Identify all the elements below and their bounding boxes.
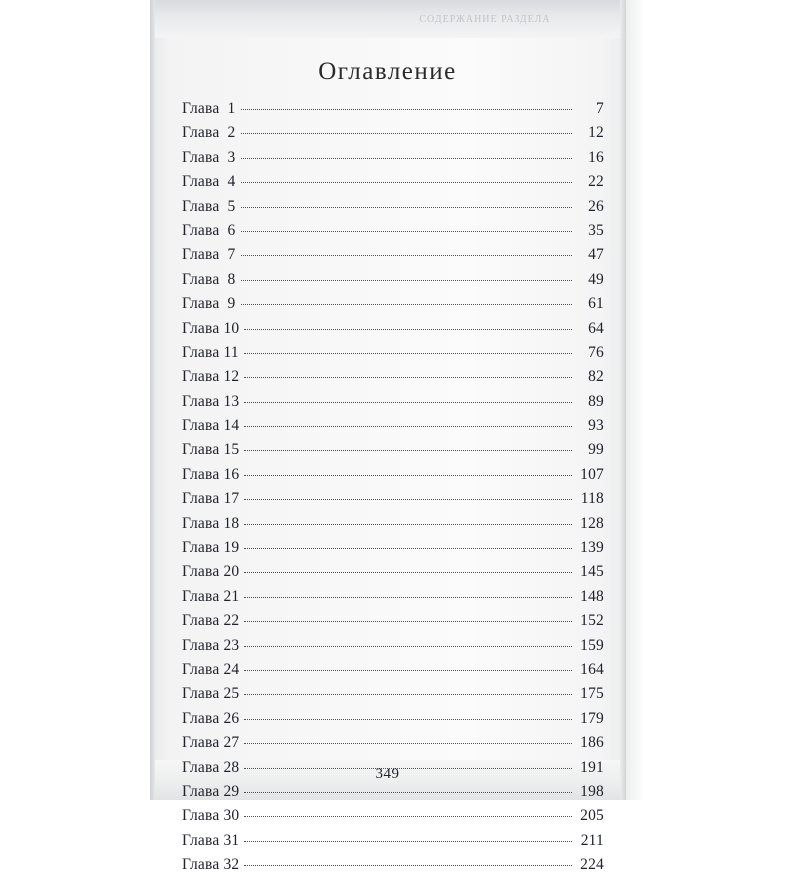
toc-dot-leader xyxy=(244,377,572,378)
toc-entry-label: Глава 32 xyxy=(182,856,240,874)
toc-dot-leader xyxy=(241,255,572,256)
toc-entry-label: Глава 16 xyxy=(182,465,240,483)
toc-entry-page-number: 159 xyxy=(580,636,604,654)
toc-dot-leader xyxy=(244,694,572,695)
toc-entry-page-number: 64 xyxy=(588,319,604,337)
toc-entry-label: Глава 6 xyxy=(182,221,236,239)
toc-dot-leader xyxy=(241,280,572,281)
page-content xyxy=(155,0,620,874)
toc-entry[interactable] xyxy=(182,149,604,173)
toc-entry-page-number: 118 xyxy=(580,490,604,508)
toc-entry[interactable] xyxy=(182,563,604,587)
toc-entry-page-number: 99 xyxy=(588,441,604,459)
toc-entry-label: Глава 4 xyxy=(182,173,236,191)
toc-dot-leader xyxy=(241,182,572,183)
toc-entry-label: Глава 18 xyxy=(182,514,240,532)
toc-entry[interactable] xyxy=(182,393,604,417)
toc-dot-leader xyxy=(244,865,572,866)
toc-entry-label: Глава 12 xyxy=(182,368,240,386)
toc-entry-page-number: 93 xyxy=(588,417,604,435)
toc-entry-page-number: 107 xyxy=(580,465,604,483)
toc-dot-leader xyxy=(244,450,572,451)
page-number-folio: 349 xyxy=(375,766,400,782)
toc-entry-label: Глава 13 xyxy=(182,392,240,410)
toc-entry-page-number: 224 xyxy=(580,856,604,874)
toc-entry-page-number: 47 xyxy=(588,246,604,264)
toc-dot-leader xyxy=(244,426,572,427)
toc-entry-label: Глава 25 xyxy=(182,685,240,703)
toc-entry[interactable] xyxy=(182,417,604,441)
toc-entry[interactable] xyxy=(182,222,604,246)
table-of-contents xyxy=(182,100,604,881)
toc-entry-label: Глава 7 xyxy=(182,246,236,264)
bleed-through-header: СОДЕРЖАНИЕ РАЗДЕЛА xyxy=(419,14,551,25)
toc-entry-page-number: 22 xyxy=(588,173,604,191)
toc-entry-label: Глава 10 xyxy=(182,319,240,337)
toc-entry-label: Глава 21 xyxy=(182,587,240,605)
toc-entry-page-number: 198 xyxy=(580,782,604,800)
toc-entry-page-number: 128 xyxy=(580,514,604,532)
toc-entry[interactable] xyxy=(182,100,604,124)
toc-entry-page-number: 211 xyxy=(580,831,604,849)
toc-entry[interactable] xyxy=(182,368,604,392)
toc-entry-page-number: 205 xyxy=(580,807,604,825)
toc-entry-page-number: 191 xyxy=(580,758,604,776)
toc-entry-label: Глава 2 xyxy=(182,124,236,142)
toc-entry-label: Глава 9 xyxy=(182,295,236,313)
toc-dot-leader xyxy=(244,743,572,744)
page-right-edge xyxy=(620,0,626,800)
toc-dot-leader xyxy=(244,548,572,549)
toc-entry-label: Глава 23 xyxy=(182,636,240,654)
toc-entry[interactable] xyxy=(182,588,604,612)
toc-dot-leader xyxy=(241,109,572,110)
toc-entry[interactable] xyxy=(182,246,604,270)
toc-entry[interactable] xyxy=(182,783,604,807)
toc-entry[interactable] xyxy=(182,539,604,563)
toc-dot-leader xyxy=(244,524,572,525)
toc-entry[interactable] xyxy=(182,832,604,856)
toc-entry-label: Глава 3 xyxy=(182,148,236,166)
toc-entry[interactable] xyxy=(182,466,604,490)
toc-entry[interactable] xyxy=(182,637,604,661)
toc-entry-page-number: 186 xyxy=(580,734,604,752)
toc-entry-label: Глава 22 xyxy=(182,612,240,630)
toc-entry[interactable] xyxy=(182,807,604,831)
toc-entry[interactable] xyxy=(182,661,604,685)
toc-entry[interactable] xyxy=(182,515,604,539)
toc-entry-label: Глава 31 xyxy=(182,831,240,849)
toc-entry-page-number: 89 xyxy=(588,392,604,410)
toc-entry-label: Глава 26 xyxy=(182,709,240,727)
toc-entry[interactable] xyxy=(182,856,604,880)
toc-dot-leader xyxy=(241,231,572,232)
toc-entry-page-number: 76 xyxy=(588,343,604,361)
toc-entry-page-number: 26 xyxy=(588,197,604,215)
toc-entry-page-number: 139 xyxy=(580,539,604,557)
toc-entry-label: Глава 5 xyxy=(182,197,236,215)
toc-entry-page-number: 145 xyxy=(580,563,604,581)
page-title: Оглавление xyxy=(318,58,457,85)
toc-entry-page-number: 179 xyxy=(580,709,604,727)
toc-entry[interactable] xyxy=(182,612,604,636)
toc-dot-leader xyxy=(244,475,572,476)
toc-entry-label: Глава 17 xyxy=(182,490,240,508)
toc-dot-leader xyxy=(241,207,572,208)
toc-dot-leader xyxy=(244,841,572,842)
toc-entry-page-number: 16 xyxy=(588,148,604,166)
toc-entry-label: Глава 20 xyxy=(182,563,240,581)
toc-entry-page-number: 152 xyxy=(580,612,604,630)
toc-entry[interactable] xyxy=(182,271,604,295)
toc-dot-leader xyxy=(244,597,572,598)
toc-entry[interactable] xyxy=(182,198,604,222)
toc-dot-leader xyxy=(244,499,572,500)
toc-dot-leader xyxy=(244,792,572,793)
toc-dot-leader xyxy=(244,329,572,330)
toc-entry-label: Глава 27 xyxy=(182,734,240,752)
toc-entry[interactable] xyxy=(182,344,604,368)
toc-entry[interactable] xyxy=(182,490,604,514)
toc-entry-page-number: 61 xyxy=(588,295,604,313)
toc-entry-label: Глава 15 xyxy=(182,441,240,459)
toc-entry-label: Глава 1 xyxy=(182,100,236,117)
toc-entry-page-number: 7 xyxy=(596,100,604,117)
toc-entry-label: Глава 24 xyxy=(182,660,240,678)
toc-entry-label: Глава 11 xyxy=(182,343,239,361)
toc-dot-leader xyxy=(244,572,572,573)
toc-entry-label: Глава 14 xyxy=(182,417,240,435)
toc-entry-label: Глава 28 xyxy=(182,758,240,776)
toc-entry-label: Глава 8 xyxy=(182,270,236,288)
toc-entry-label: Глава 30 xyxy=(182,807,240,825)
toc-entry[interactable] xyxy=(182,441,604,465)
toc-entry-page-number: 12 xyxy=(588,124,604,142)
toc-entry[interactable] xyxy=(182,173,604,197)
toc-dot-leader xyxy=(241,304,572,305)
toc-entry[interactable] xyxy=(182,295,604,319)
toc-entry-page-number: 148 xyxy=(580,587,604,605)
toc-entry[interactable] xyxy=(182,685,604,709)
toc-entry-page-number: 82 xyxy=(588,368,604,386)
toc-entry[interactable] xyxy=(182,124,604,148)
toc-entry-label: Глава 29 xyxy=(182,782,240,800)
toc-entry-page-number: 175 xyxy=(580,685,604,703)
toc-entry[interactable] xyxy=(182,710,604,734)
toc-dot-leader xyxy=(244,621,572,622)
toc-dot-leader xyxy=(244,353,572,354)
toc-dot-leader xyxy=(244,670,572,671)
toc-dot-leader xyxy=(244,646,572,647)
toc-dot-leader xyxy=(244,719,572,720)
toc-dot-leader xyxy=(241,133,572,134)
toc-entry-page-number: 164 xyxy=(580,660,604,678)
toc-entry[interactable] xyxy=(182,734,604,758)
toc-dot-leader xyxy=(241,158,572,159)
toc-entry[interactable] xyxy=(182,320,604,344)
toc-dot-leader xyxy=(244,816,572,817)
toc-entry-label: Глава 19 xyxy=(182,539,240,557)
toc-entry-page-number: 35 xyxy=(588,221,604,239)
toc-entry-page-number: 49 xyxy=(588,270,604,288)
toc-dot-leader xyxy=(244,402,572,403)
